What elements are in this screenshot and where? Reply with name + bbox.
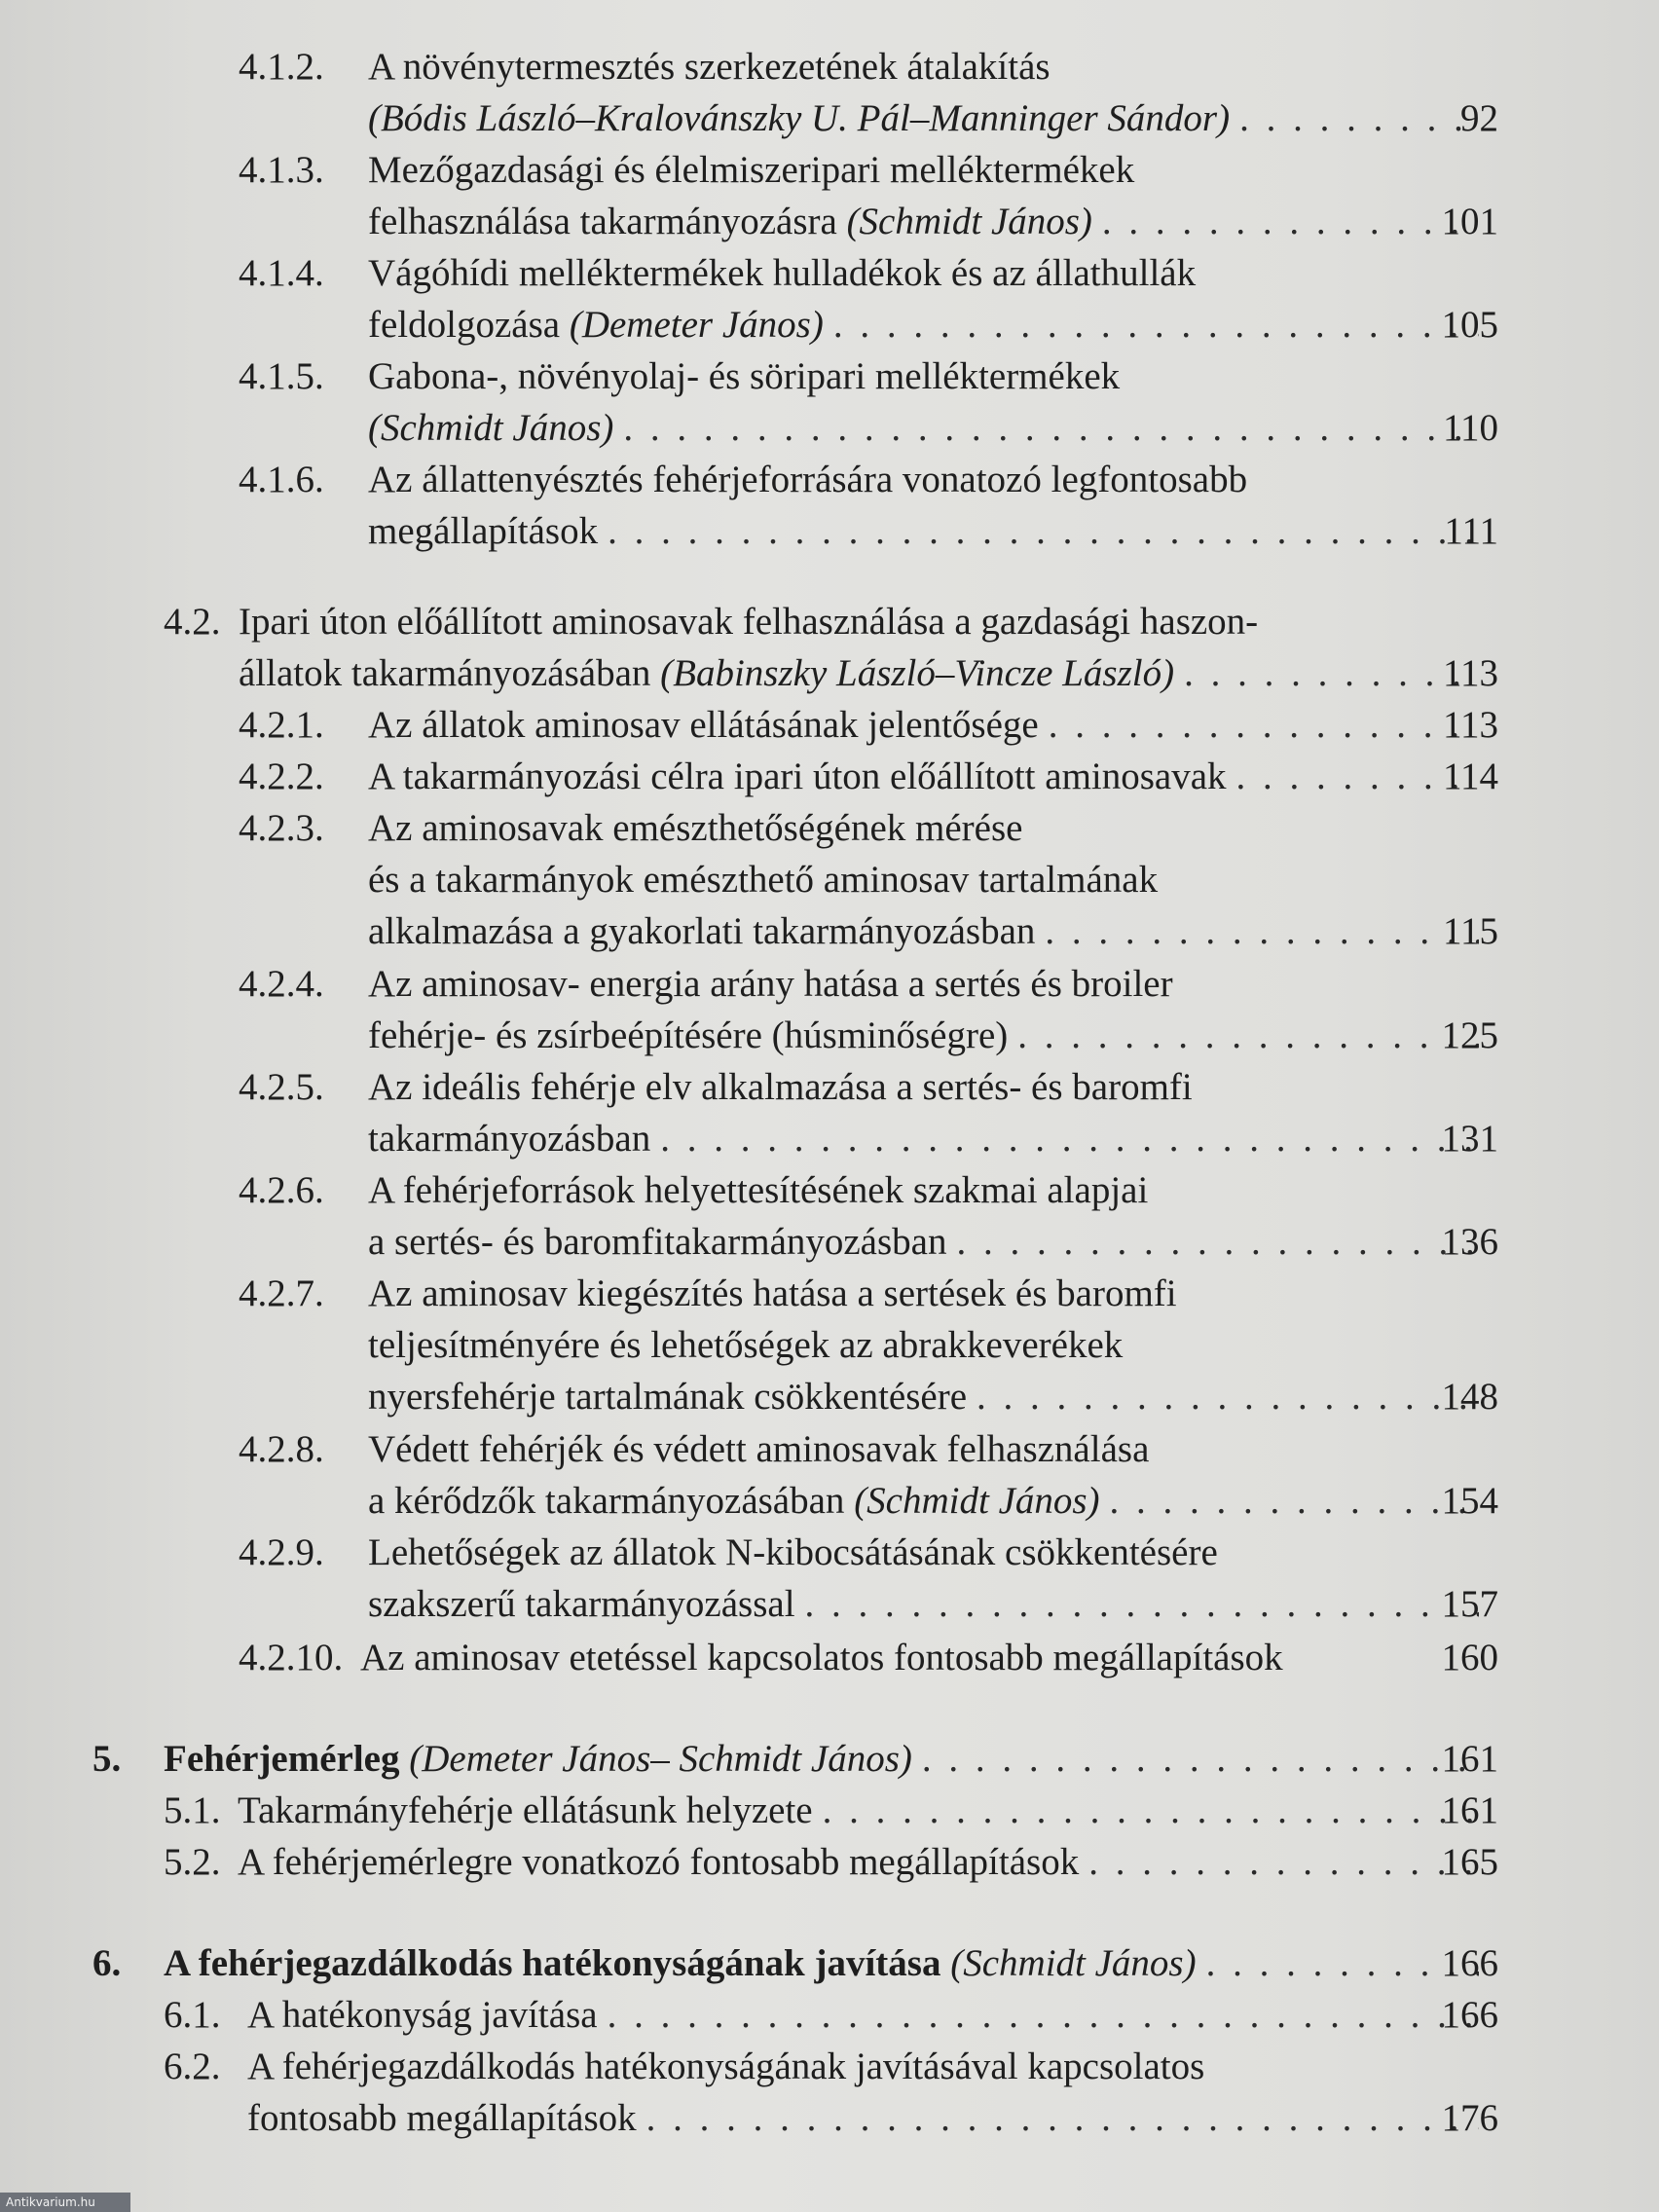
toc-title-text: felhasználása takarmányozásra [368, 201, 847, 242]
toc-entry-number: 4.2.1. [239, 704, 324, 746]
toc-entry-number: 4.2.3. [239, 807, 324, 849]
toc-author: (Demeter János– Schmidt János) [409, 1738, 912, 1780]
toc-entry-title-line [368, 1010, 1479, 1061]
watermark-label: Antikvarium.hu [0, 2193, 130, 2212]
toc-entry-number: 4.1.5. [239, 355, 324, 397]
toc-entry-title-line [368, 196, 1479, 247]
toc-title-text: feldolgozása [368, 304, 570, 346]
toc-entry [0, 1733, 1659, 1785]
toc-author: (Schmidt János) [368, 407, 614, 449]
toc-title-text: a sertés- és baromfitakarmányozásban [368, 1221, 947, 1263]
toc-entry-number: 5.1. [164, 1789, 221, 1831]
toc-entry [0, 144, 1659, 247]
toc-title-text: A fehérjegazdálkodás hatékonyságának javításával kapcsolatos [247, 2046, 1205, 2087]
toc-entry-title-line [238, 1785, 1479, 1836]
toc-entry-title-line [368, 699, 1479, 751]
toc-title-text: a kérődzők takarmányozásában [368, 1480, 855, 1522]
toc-page-number: 101 [1441, 201, 1498, 242]
toc-entry-title-line [360, 1632, 1479, 1683]
toc-entry-title-line [368, 1423, 1149, 1475]
toc-entry-number: 4.2.4. [239, 963, 324, 1005]
toc-entry [0, 699, 1659, 751]
toc-title-text: Az aminosavak emészthetőségének mérése [368, 807, 1023, 849]
toc-entry [0, 247, 1659, 350]
dot-leader [650, 1113, 1479, 1164]
dot-leader [795, 1578, 1479, 1630]
toc-entry-number: 4.2.5. [239, 1066, 324, 1108]
toc-entry-title-line [247, 2092, 1479, 2144]
toc-title-text: Vágóhídi melléktermékek hulladékok és az állathullák [368, 252, 1197, 294]
toc-title-text: Az ideális fehérje elv alkalmazása a sertés- és baromfi [368, 1066, 1193, 1108]
toc-entry-title-line [368, 41, 1051, 92]
dot-leader [946, 1216, 1479, 1268]
toc-author: (Schmidt János) [950, 1942, 1197, 1984]
toc-entry [0, 2041, 1659, 2144]
toc-title-text: Takarmányfehérje ellátásunk helyzete [238, 1789, 813, 1831]
toc-entry [0, 596, 1659, 699]
toc-entry [0, 454, 1659, 557]
toc-title-text: Az állattenyésztés fehérjeforrására vonatozó legfontosabb [368, 459, 1248, 500]
toc-entry-title-line [368, 1475, 1479, 1527]
toc-entry-title-line [368, 402, 1479, 454]
toc-entry [0, 1785, 1659, 1836]
toc-entry-title-line [238, 1836, 1479, 1888]
toc-entry-title-line [247, 1989, 1479, 2041]
toc-entry-title-line [368, 92, 1479, 144]
toc-title-text: Az állatok aminosav ellátásának jelentősége [368, 704, 1039, 746]
toc-entry-number: 4.1.2. [239, 46, 324, 88]
toc-page-number: 92 [1460, 97, 1498, 139]
toc-entry [0, 1423, 1659, 1527]
toc-page-number: 111 [1444, 510, 1498, 552]
toc-title-text: Az aminosav kiegészítés hatása a sertések és baromfi [368, 1272, 1177, 1314]
toc-entry-title-line [368, 1268, 1177, 1319]
toc-page-number: 113 [1442, 704, 1498, 746]
toc-page-number: 160 [1441, 1637, 1498, 1678]
toc-entry-title-line [368, 1216, 1479, 1268]
toc-entry [0, 1268, 1659, 1422]
toc-entry [0, 1836, 1659, 1888]
toc-entry-title-line [368, 958, 1173, 1010]
toc-title-text: állatok takarmányozásában [239, 652, 661, 694]
toc-entry-number: 4.2.8. [239, 1428, 324, 1470]
toc-entry-title-line [368, 905, 1479, 957]
toc-title-text: Az aminosav etetéssel kapcsolatos fontosabb megállapítások [360, 1637, 1283, 1678]
toc-title-text: alkalmazása a gyakorlati takarmányozásban [368, 910, 1036, 952]
toc-page-number: 136 [1441, 1221, 1498, 1263]
toc-page-number: 166 [1441, 1942, 1498, 1984]
dot-leader [637, 2092, 1479, 2144]
toc-entry-title-line [368, 802, 1022, 854]
toc-page-number: 110 [1442, 407, 1498, 449]
toc-page-number: 166 [1441, 1994, 1498, 2036]
toc-entry [0, 350, 1659, 454]
toc-title-text: takarmányozásban [368, 1118, 651, 1160]
dot-leader [813, 1785, 1479, 1836]
toc-title-text: megállapítások [368, 510, 599, 552]
toc-page-number: 113 [1442, 652, 1498, 694]
toc-author: (Schmidt János) [846, 201, 1092, 242]
toc-entry-number: 4.1.4. [239, 252, 324, 294]
toc-entry-title-line [368, 350, 1120, 402]
toc-author: (Bódis László–Kralovánszky U. Pál–Manninger Sándor) [368, 97, 1231, 139]
toc-entry-number: 5.2. [164, 1841, 221, 1883]
toc-entry-number: 4.1.3. [239, 149, 324, 191]
toc-title-text: Fehérjemérleg [164, 1738, 410, 1780]
toc-entry-number: 4.2.9. [239, 1531, 324, 1573]
toc-entry-title-line [368, 1113, 1479, 1164]
toc-entry [0, 751, 1659, 802]
toc-title-text: A fehérjemérlegre vonatkozó fontosabb megállapítások [238, 1841, 1080, 1883]
toc-entry-number: 4.2.7. [239, 1272, 324, 1314]
toc-page-number: 115 [1442, 910, 1498, 952]
toc-author: (Babinszky László–Vincze László) [660, 652, 1175, 694]
toc-entry-title-line [368, 1164, 1148, 1216]
toc-title-text: A hatékonyság javítása [247, 1994, 598, 2036]
toc-entry-title-line [164, 1733, 1479, 1785]
toc-page-number: 125 [1441, 1014, 1498, 1056]
toc-entry-title-line [164, 1937, 1479, 1989]
toc-entry-number: 5. [92, 1738, 122, 1780]
toc-entry-title-line [368, 1527, 1218, 1578]
dot-leader [912, 1733, 1479, 1785]
toc-entry [0, 41, 1659, 144]
toc-entry-number: 6.1. [164, 1994, 221, 2036]
toc-entry-number: 6. [92, 1942, 122, 1984]
toc-title-text: nyersfehérje tartalmának csökkentésére [368, 1376, 968, 1418]
toc-page-number: 176 [1441, 2097, 1498, 2139]
toc-entry-number: 4.2.10. [239, 1637, 344, 1678]
toc-title-text: A takarmányozási célra ipari úton előállított aminosavak [368, 756, 1227, 797]
toc-page-number: 131 [1441, 1118, 1498, 1160]
toc-title-text: Ipari úton előállított aminosavak felhasználása a gazdasági haszon- [239, 601, 1259, 643]
toc-entry-title-line [368, 1319, 1123, 1371]
toc-entry-title-line [368, 299, 1479, 350]
dot-leader [598, 1989, 1479, 2041]
toc-entry-title-line [239, 647, 1479, 699]
toc-entry-number: 4.2.2. [239, 756, 324, 797]
toc-title-text: Az aminosav- energia arány hatása a sertés és broiler [368, 963, 1173, 1005]
toc-entry [0, 1989, 1659, 2041]
toc-title-text: Védett fehérjék és védett aminosavak felhasználása [368, 1428, 1150, 1470]
toc-entry-title-line [368, 854, 1158, 905]
toc-title-text: A fehérjeforrások helyettesítésének szakmai alapjai [368, 1169, 1149, 1211]
toc-entry-title-line [239, 596, 1258, 647]
toc-entry-title-line [368, 1578, 1479, 1630]
toc-title-text: Mezőgazdasági és élelmiszeripari melléktermékek [368, 149, 1135, 191]
toc-title-text: fehérje- és zsírbeépítésére (húsminőségre) [368, 1014, 1009, 1056]
toc-page-number: 161 [1441, 1738, 1498, 1780]
toc-entry [0, 1527, 1659, 1630]
toc-page-number: 105 [1441, 304, 1498, 346]
toc-entry-title-line [368, 144, 1134, 196]
toc-entry-title-line [368, 247, 1196, 299]
toc-title-text: Gabona-, növényolaj- és söripari melléktermékek [368, 355, 1121, 397]
toc-title-text: fontosabb megállapítások [247, 2097, 637, 2139]
toc-title-text: A növénytermesztés szerkezetének átalakítás [368, 46, 1051, 88]
toc-entry-title-line [368, 454, 1247, 505]
toc-page-number: 165 [1441, 1841, 1498, 1883]
toc-entry [0, 1164, 1659, 1268]
toc-page-number: 154 [1441, 1480, 1498, 1522]
dot-leader [598, 505, 1479, 557]
toc-entry [0, 1632, 1659, 1683]
toc-title-text: és a takarmányok emészthető aminosav tartalmának [368, 859, 1159, 901]
toc-entry-title-line [368, 1371, 1479, 1422]
toc-entry [0, 958, 1659, 1061]
toc-page-number: 157 [1441, 1583, 1498, 1625]
toc-entry-title-line [368, 751, 1479, 802]
dot-leader [613, 402, 1479, 454]
toc-entry [0, 1937, 1659, 1989]
toc-page-number: 161 [1441, 1789, 1498, 1831]
toc-page-number: 148 [1441, 1376, 1498, 1418]
toc-page-number: 114 [1442, 756, 1498, 797]
toc-entry-number: 4.2. [164, 601, 221, 643]
toc-author: (Schmidt János) [854, 1480, 1100, 1522]
toc-entry-number: 6.2. [164, 2046, 221, 2087]
toc-title-text: Lehetőségek az állatok N-kibocsátásának csökkentésére [368, 1531, 1218, 1573]
dot-leader [824, 299, 1479, 350]
toc-title-text: szakszerű takarmányozással [368, 1583, 795, 1625]
toc-entry [0, 802, 1659, 957]
toc-entry-number: 4.2.6. [239, 1169, 324, 1211]
toc-entry-title-line [368, 1061, 1193, 1113]
toc-entry-title-line [368, 505, 1479, 557]
toc-entry [0, 1061, 1659, 1164]
toc-entry-title-line [247, 2041, 1204, 2092]
toc-title-text: A fehérjegazdálkodás hatékonyságának javítása [164, 1942, 951, 1984]
toc-author: (Demeter János) [569, 304, 824, 346]
toc-entry-number: 4.1.6. [239, 459, 324, 500]
toc-title-text: teljesítményére és lehetőségek az abrakkeverékek [368, 1324, 1124, 1366]
